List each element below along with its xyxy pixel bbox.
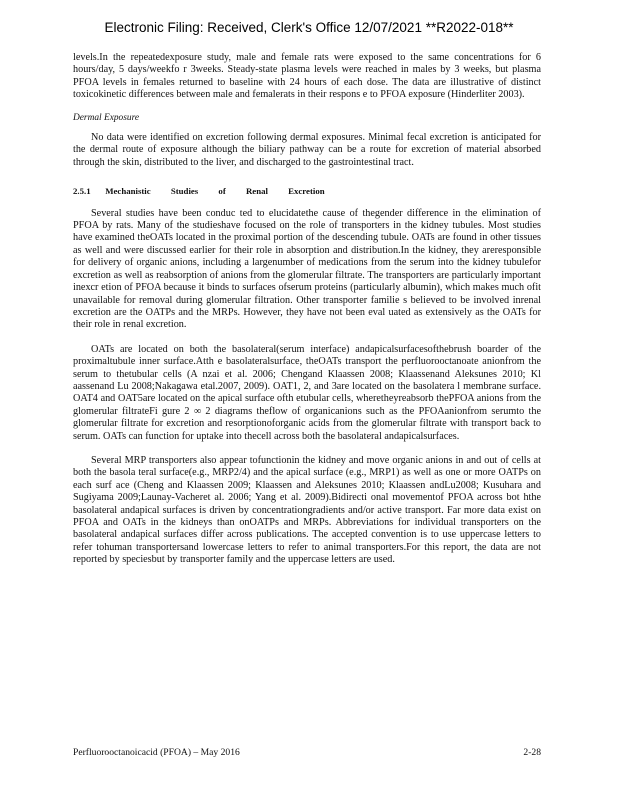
mechanistic-paragraph-2: OATs are located on both the basolateral(serum interface) andapicalsurfacesofthebrush boarder of the proximaltubule inner surface.Atth e basolateralsurface, theOATs transport the perfluorooctanoate anionfrom the serum to thetubular cells (A nzai et al. 2006; Chengand Klaassen 2008; Klaassenand Aleksunes 2010; Kl aassenand Lu 2008;Nakagawa etal.2007, 2009). OAT1, 2, and 3are located on the basolatera l membrane surface. OAT4 and OAT5are located on the apical surface ofth etubular cells, wheretheyreabsorb thePFOA anions from the glomerular filtrateFi gure 2 ∞ 2 diagrams theflow of organicanions such as the PFOAanionfrom serumto the glomerular filtrate for excretion and resorptionoforganic acids from the glomerular filtrate with transport back to serum. OATs can function for uptake into thecell across both the basolateral andapicalsurfaces. (73, 343, 541, 442)
section-title: Mechanistic Studies of Renal Excretion (105, 186, 325, 197)
dermal-exposure-heading: Dermal Exposure (73, 112, 140, 123)
page-footer (73, 747, 541, 758)
mechanistic-paragraph-3: Several MRP transporters also appear tofunctionin the kidney and move organic anions in and out of cells at both the basola teral surface(e.g., MRP2/4) and the apical surface (e.g., MRP1) as well as one or more OATPs on each surf ace (Cheng and Klaassen 2009; Klaassen and Aleksunes 2010; Klaassen andLu2008; Kusuhara and Sugiyama 2009;Launay-Vacheret al. 2006; Yang et al. 2009).Bidirecti onal movementof PFOA across bot hthe basolateral andapical surfaces is driven by concentrationgradients and/or active transport. Far more data exist on PFOA and OATs in the kidneys than onOATPs and MRPs. Abbreviations for individual transporters on the basolateral andapical surfaces differ across publications. The accepted convention is to use uppercase letters to refer tohuman transportersand lowercase letters to refer to animal transporters.For this report, the data are not reported by speciesbut by transporter family and the uppercase letters are used. (73, 454, 541, 566)
mechanistic-paragraph-1: Several studies have been conduc ted to elucidatethe cause of thegender difference in the elimination of PFOA by rats. Many of the studieshave focused on the role of transporters in the kidney tubules. Most studies have examined theOATs located in the proximal portion of the descending tubule. OATs are found in other tissues as well and were discussed earlier for their role in absorption and distribution.In the kidney, they areresponsible for delivery of organic anions, including a largenumber of medications from the serum into the kidney tubulefor excretion as well as reabsorption of anions from the glomerular filtrate. The transporters are particularly important inexcr etion of PFOA because it binds to surfaces ofserum proteins (particularly albumin), which makes much ofit unavailable for removal during glomerular filtration. Other transporter familie s believed to be involved inrenal excretion are the OATPs and the MRPs. However, they have not been eval uated as extensively as the OATs for their role in renal excretion. (73, 207, 541, 331)
section-number: 2.5.1 (73, 186, 91, 197)
document-body (73, 52, 541, 567)
footer-document-title: Perfluorooctanoicacid (PFOA) – May 2016 (73, 747, 240, 758)
continued-paragraph: levels.In the repeatedexposure study, male and female rats were exposed to the same concentrations for 6 hours/day, 5 days/weekfo r 3weeks. Steady-state plasma levels were reached in males by 3 weeks, but plasma PFOA levels in females returned to baseline with 24 hours of each dose. The data are illustrative of distinct toxicokinetic differences between male and femalerats in their respons e to PFOA exposure (Hinderliter 2003). (73, 52, 541, 101)
footer-page-number: 2-28 (523, 747, 541, 758)
filing-stamp-header: Electronic Filing: Received, Clerk's Office 12/07/2021 **R2022-018** (104, 20, 514, 35)
section-heading (73, 185, 541, 197)
dermal-paragraph: No data were identified on excretion following dermal exposures. Minimal fecal excretion is anticipated for the dermal route of exposure although the biliary pathway can be a route for excretion of material absorbed through the skin, distributed to the liver, and discharged to the gastrointestinal tract. (73, 132, 541, 168)
